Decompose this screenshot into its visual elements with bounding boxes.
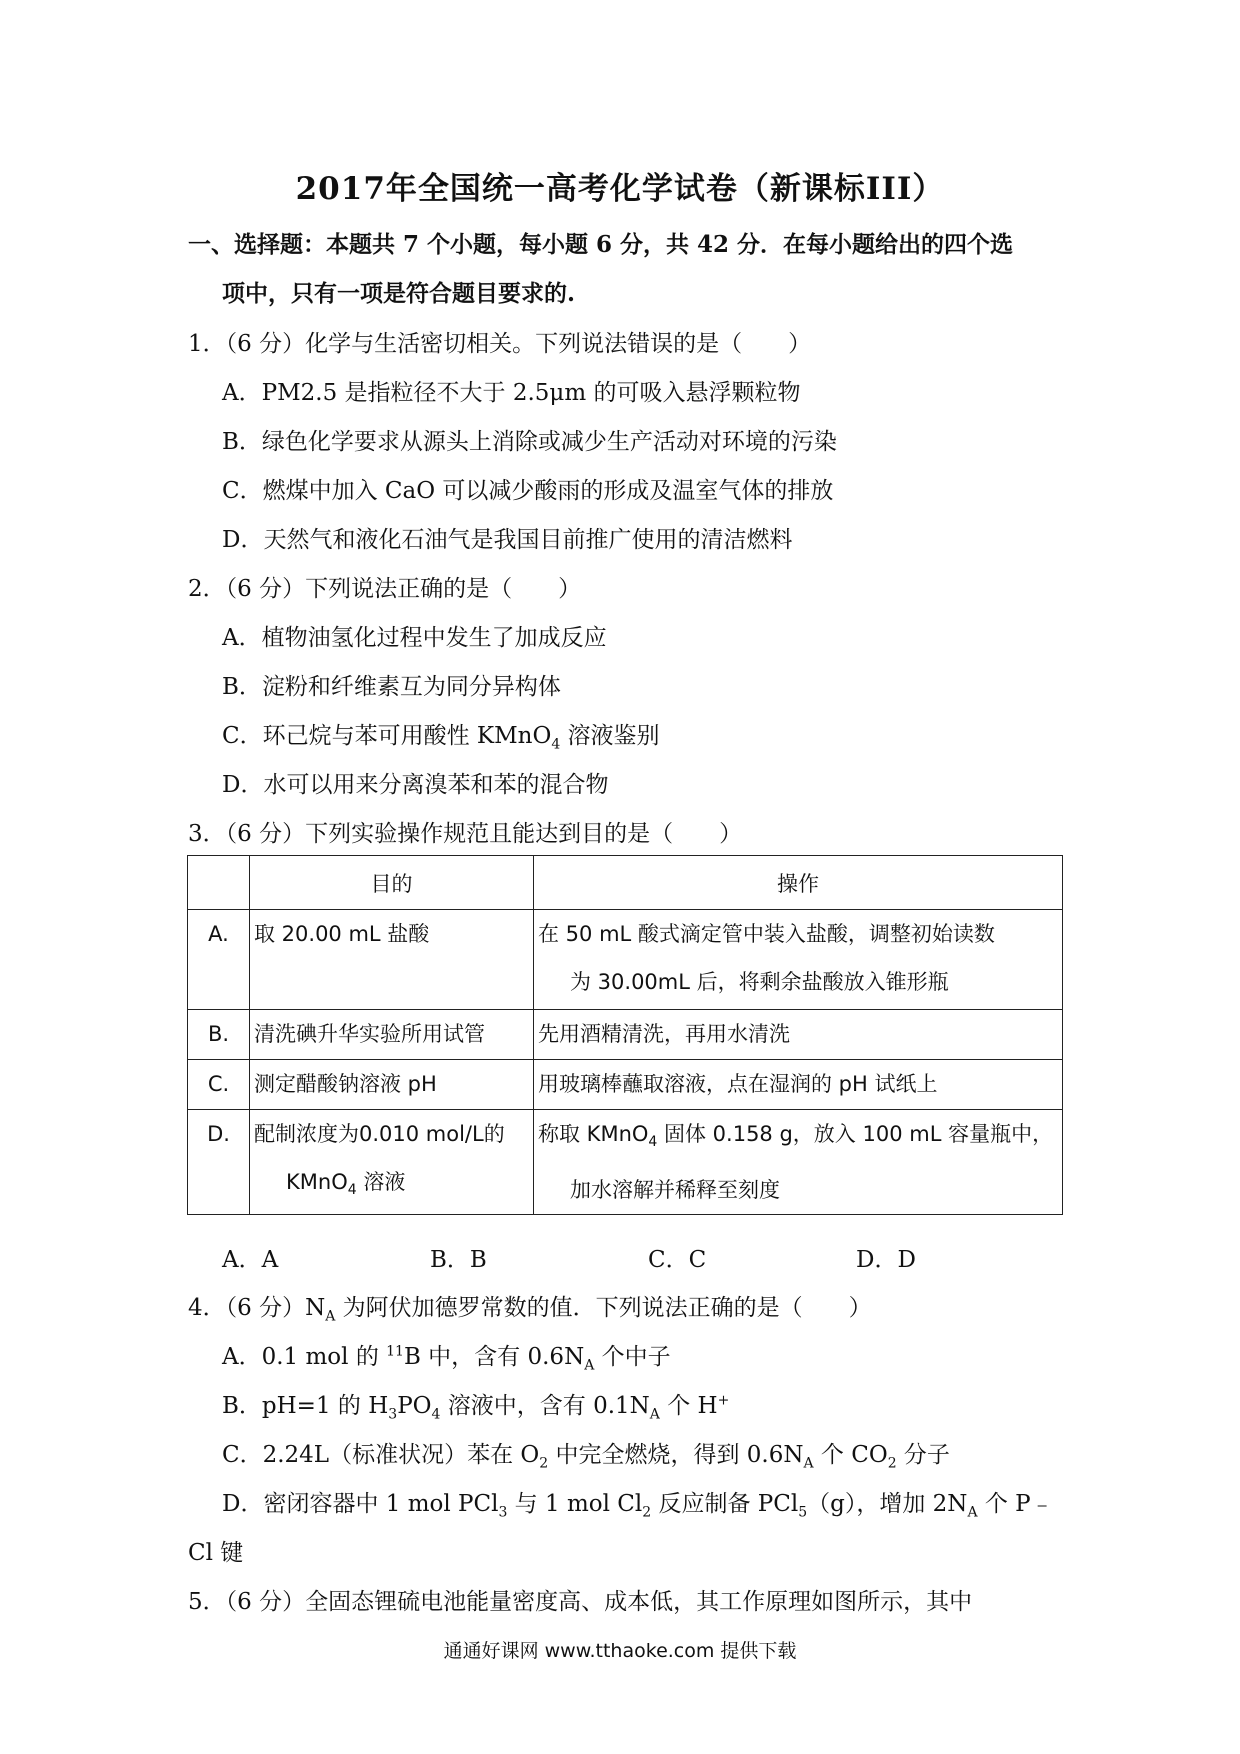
question-4-option-a: A．0.1 mol 的 $^{11}$B 中，含有 $0.6N_A$ 个中子 <box>222 1343 671 1374</box>
question-1-option-d: D．天然气和液化石油气是我国目前推广使用的清洁燃料 <box>222 527 793 553</box>
answer-choice-c: C．C <box>648 1247 707 1273</box>
question-4-option-c: C．2.24L（标准状况）苯在 $O_2$ 中完全燃烧，得到 $0.6N_A$ 个 $CO_2$ 分子 <box>222 1442 950 1472</box>
section-heading-line1: 一、选择题：本题共 7 个小题，每小题 6 分，共 42 分．在每小题给出的四个选 <box>188 231 1014 258</box>
row-label: C. <box>188 1060 250 1110</box>
table-row <box>188 1010 1063 1060</box>
page-title: 2017年全国统一高考化学试卷（新课标III） <box>295 171 945 207</box>
table-header-row <box>188 856 1063 910</box>
row-label: A. <box>188 910 250 1010</box>
table-row <box>188 1110 1063 1215</box>
question-1-option-a: A．PM2.5 是指粒径不大于 2.5μm 的可吸入悬浮颗粒物 <box>222 380 801 406</box>
row-operation-line2: 为 30.00mL 后，将剩余盐酸放入锥形瓶 <box>570 970 949 994</box>
section-heading-line2: 项中，只有一项是符合题目要求的. <box>222 280 576 307</box>
question-2-option-b: B．淀粉和纤维素互为同分异构体 <box>222 674 561 700</box>
row-operation <box>534 910 1063 1010</box>
row-purpose: 取 20.00 mL 盐酸 <box>250 910 534 1010</box>
row-purpose-line1: 配制浓度为0.010 mol/L的 <box>254 1122 505 1146</box>
question-3-stem: 3．（6 分）下列实验操作规范且能达到目的是（ ） <box>188 821 743 847</box>
table-header-purpose: 目的 <box>250 856 534 910</box>
row-operation-line1: 在 50 mL 酸式滴定管中装入盐酸，调整初始读数 <box>538 922 995 946</box>
question-5-stem: 5．（6 分）全固态锂硫电池能量密度高、成本低，其工作原理如图所示，其中 <box>188 1589 973 1615</box>
question-4-stem: 4．（6 分）$N_A$ 为阿伏加德罗常数的值．下列说法正确的是（ ） <box>188 1295 872 1325</box>
table-header-blank <box>188 856 250 910</box>
row-operation <box>534 1110 1063 1215</box>
row-operation: 用玻璃棒蘸取溶液，点在湿润的 pH 试纸上 <box>534 1060 1063 1110</box>
question-4-option-d-continuation: Cl 键 <box>188 1540 244 1566</box>
row-purpose-line2: KMnO$_4$ 溶液 <box>286 1170 406 1199</box>
question-1-stem: 1．（6 分）化学与生活密切相关。下列说法错误的是（ ） <box>188 331 812 357</box>
answer-choice-d: D．D <box>856 1247 916 1273</box>
question-4-option-b: B．pH=1 的 $H_3PO_4$ 溶液中，含有 $0.1N_A$ 个 H+ <box>222 1392 730 1423</box>
question-2-option-c: C．环己烷与苯可用酸性 KMnO$_4$ 溶液鉴别 <box>222 723 660 753</box>
experiment-table <box>187 855 1063 1215</box>
row-operation: 先用酒精清洗，再用水清洗 <box>534 1010 1063 1060</box>
question-4-option-d: D．密闭容器中 1 mol PCl$_3$ 与 1 mol $Cl_2$ 反应制备 PCl$_5$（g），增加 $2N_A$ 个 P﹣ <box>222 1491 1054 1521</box>
question-2-option-d: D．水可以用来分离溴苯和苯的混合物 <box>222 772 609 798</box>
question-1-option-b: B．绿色化学要求从源头上消除或减少生产活动对环境的污染 <box>222 429 837 455</box>
question-2-option-a: A．植物油氢化过程中发生了加成反应 <box>222 625 607 651</box>
table-header-operation: 操作 <box>534 856 1063 910</box>
question-1-option-c: C．燃煤中加入 CaO 可以减少酸雨的形成及温室气体的排放 <box>222 478 834 504</box>
row-operation-line1: 称取 KMnO$_4$ 固体 0.158 g，放入 100 mL 容量瓶中， <box>538 1122 1054 1151</box>
row-label: B. <box>188 1010 250 1060</box>
table-row <box>188 910 1063 1010</box>
question-2-stem: 2．（6 分）下列说法正确的是（ ） <box>188 576 582 602</box>
row-label: D. <box>188 1110 250 1215</box>
row-operation-line2: 加水溶解并稀释至刻度 <box>570 1178 780 1203</box>
table-row <box>188 1060 1063 1110</box>
page-footer: 通通好课网 www.tthaoke.com 提供下载 <box>443 1640 797 1662</box>
row-purpose: 清洗碘升华实验所用试管 <box>250 1010 534 1060</box>
row-purpose: 测定醋酸钠溶液 pH <box>250 1060 534 1110</box>
row-purpose <box>250 1110 534 1215</box>
answer-choice-b: B．B <box>430 1247 487 1273</box>
answer-choice-a: A．A <box>222 1247 279 1273</box>
